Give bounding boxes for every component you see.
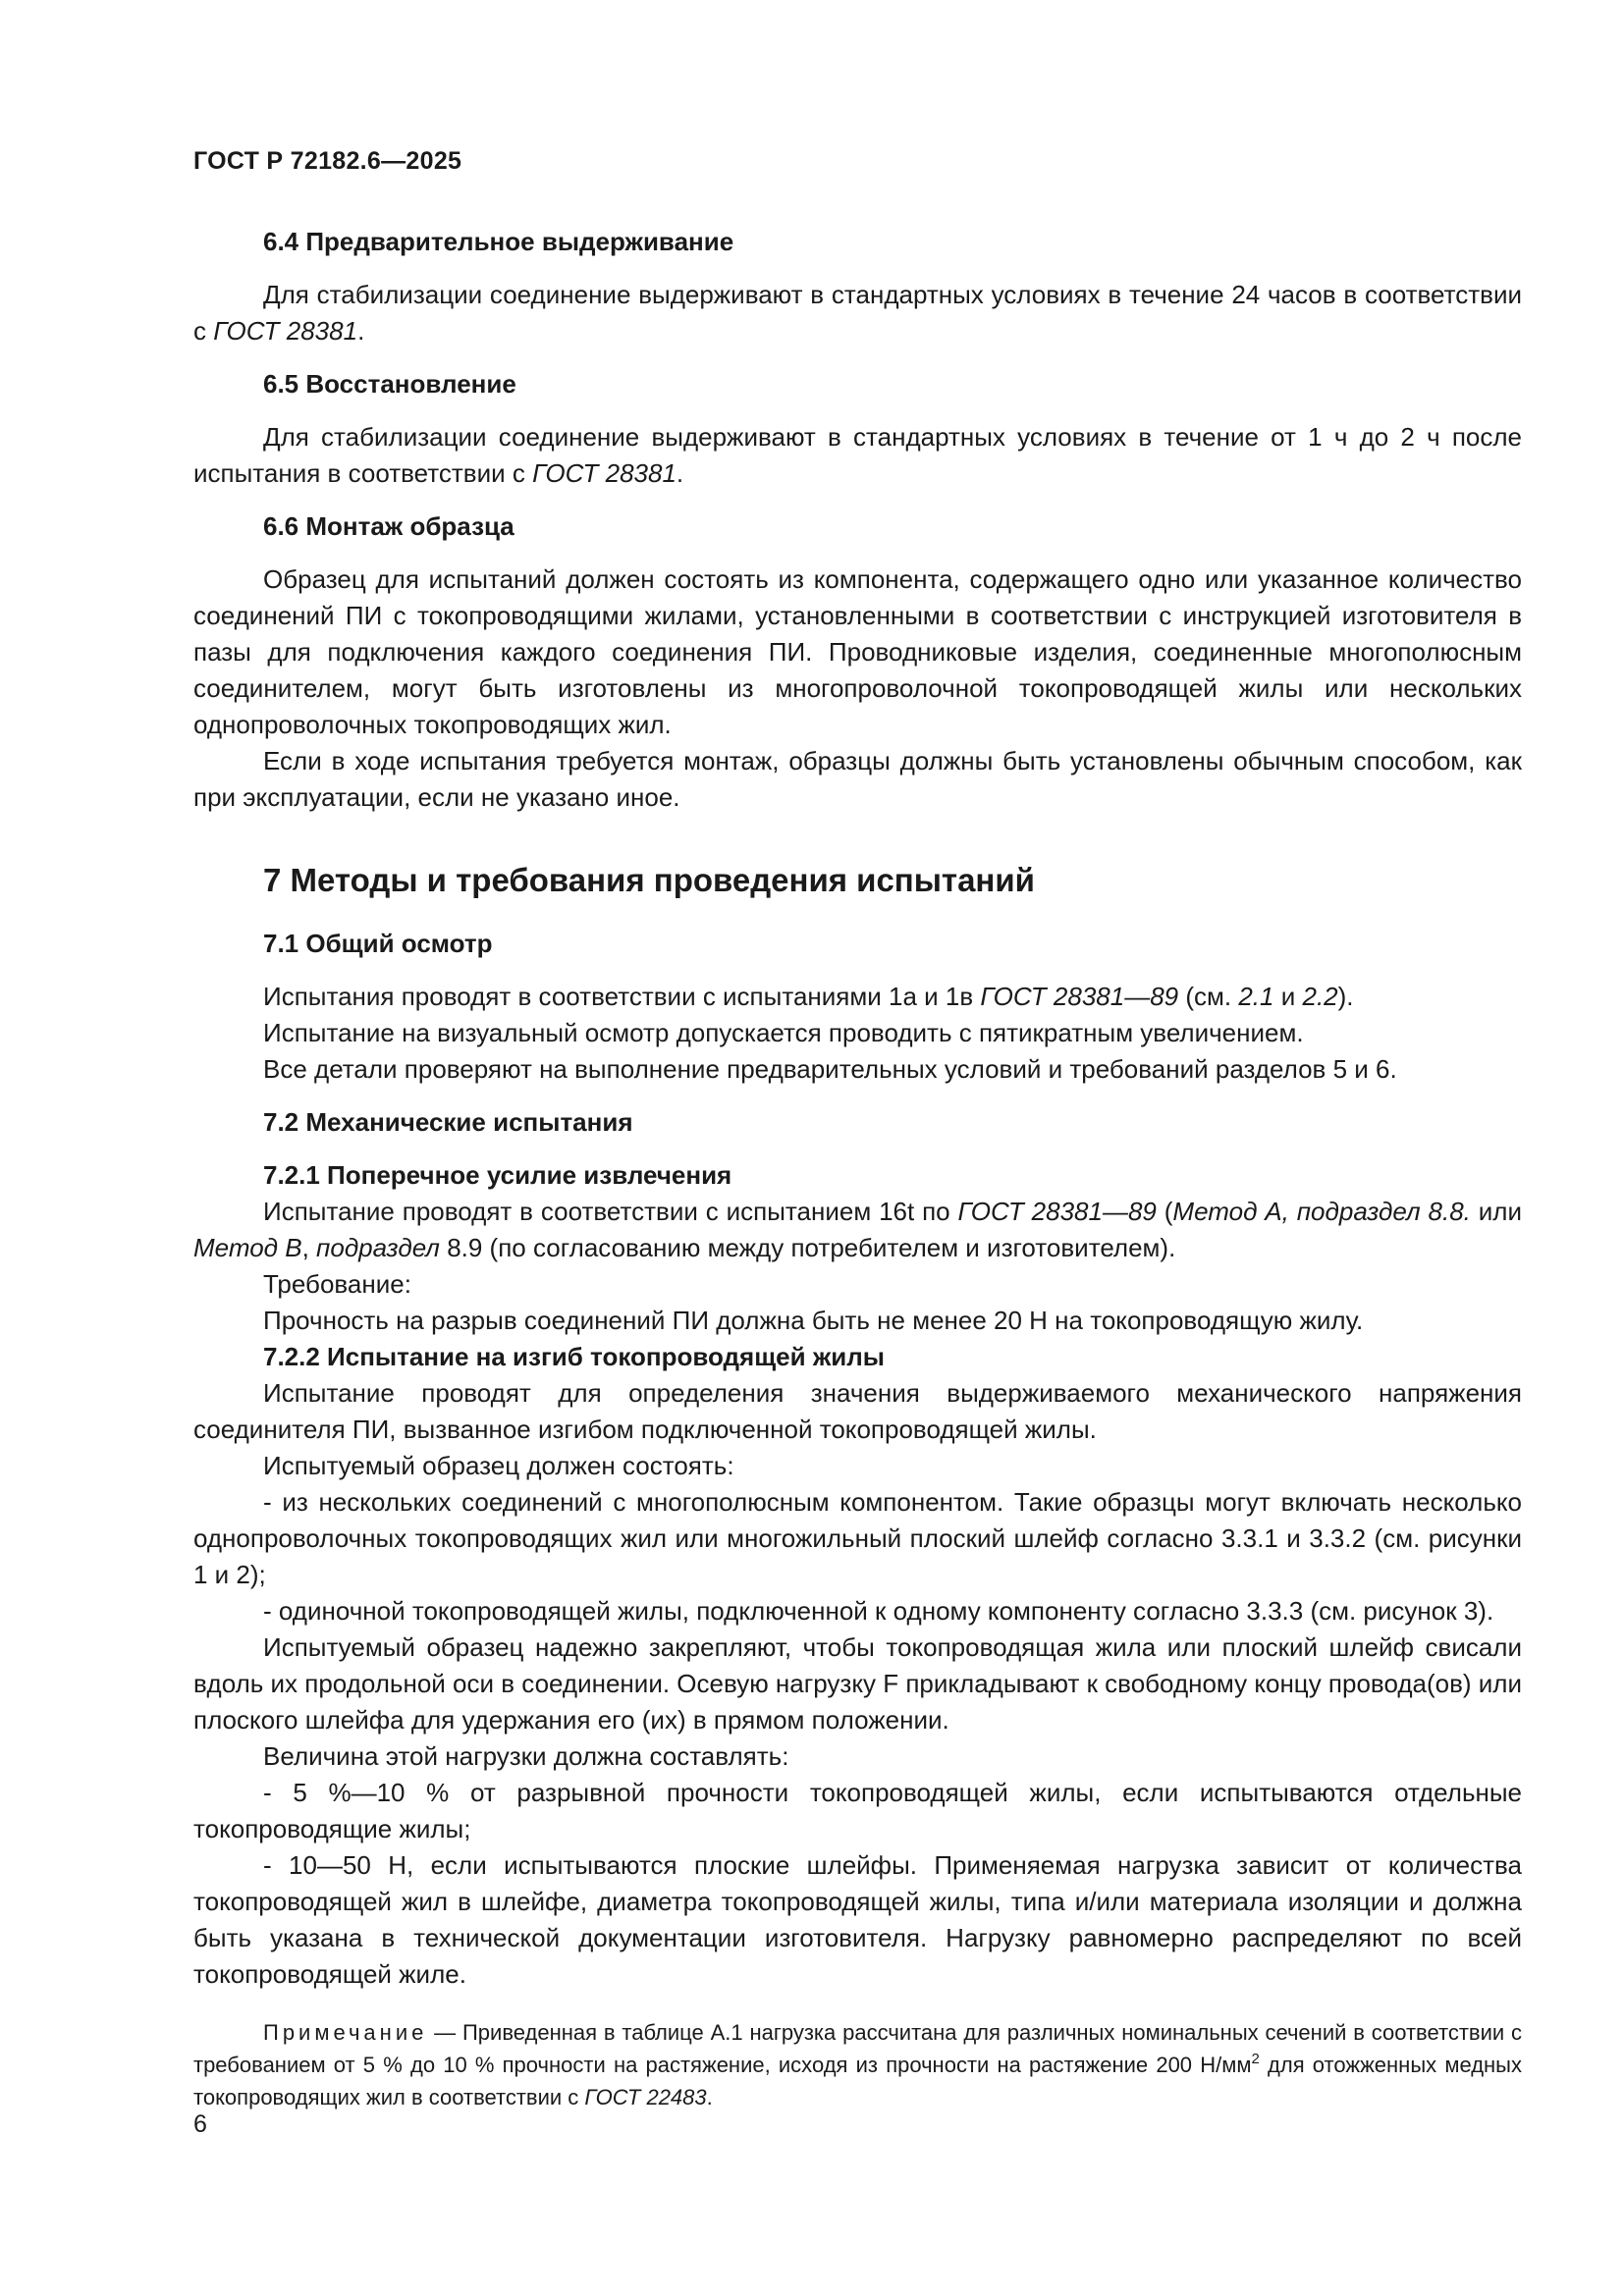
standard-reference: ГОСТ 28381 bbox=[532, 458, 677, 488]
standard-reference: ГОСТ 28381—89 bbox=[980, 982, 1179, 1011]
section-7-2-2-list-item-2: - одиночной токопроводящей жилы, подключенной к одному компоненту согласно 3.3.3 (см. рисунок 3). bbox=[263, 1596, 1494, 1626]
section-7-2-2-paragraph-2: Испытуемый образец должен состоять: bbox=[263, 1451, 734, 1480]
section-7-2-2-paragraph-3: Испытуемый образец надежно закрепляют, чтобы токопроводящая жила или плоский шлейф свисали вдоль их продольной оси в соединении. Осевую нагрузку F прикладывают к свободному концу провода(ов) или плоского шлейфа для удержания его (их) в прямом положении. bbox=[193, 1632, 1522, 1735]
section-6-6-paragraph-2: Если в ходе испытания требуется монтаж, образцы должны быть установлены обычным способом, как при эксплуатации, если не указано иное. bbox=[193, 746, 1522, 812]
section-6-4-paragraph: Для стабилизации соединение выдерживают в стандартных условиях в течение 24 часов в соответствии с ГОСТ 28381. bbox=[193, 280, 1522, 346]
section-7-2-2-list-item-3: - 5 %—10 % от разрывной прочности токопроводящей жилы, если испытываются отдельные токопроводящие жилы; bbox=[193, 1778, 1522, 1843]
section-7-1-line-3: Все детали проверяют на выполнение предварительных условий и требований разделов 5 и 6. bbox=[263, 1054, 1397, 1084]
section-7-heading: 7 Методы и требования проведения испытаний bbox=[263, 862, 1035, 898]
standard-reference: ГОСТ 28381 bbox=[213, 316, 358, 346]
document-body bbox=[193, 224, 1522, 2113]
section-7-2-2-paragraph-4: Величина этой нагрузки должна составлять: bbox=[263, 1741, 789, 1771]
note-label: Примечание bbox=[263, 2020, 428, 2045]
section-7-1-line-2: Испытание на визуальный осмотр допускается проводить с пятикратным увеличением. bbox=[263, 1018, 1304, 1047]
section-7-2-heading: 7.2 Механические испытания bbox=[263, 1107, 633, 1137]
section-7-2-2-paragraph-1: Испытание проводят для определения значения выдерживаемого механического напряжения соединителя ПИ, вызванное изгибом подключенной токопроводящей жилы. bbox=[193, 1378, 1522, 1444]
section-6-5-heading: 6.5 Восстановление bbox=[263, 369, 516, 399]
note-paragraph: Примечание — Приведенная в таблице А.1 нагрузка рассчитана для различных номинальных сечений в соответствии с требованием от 5 % до 10 % прочности на растяжение, исходя из прочности на растяжение 200 $Н/мм^2$ для отожженных медных токопроводящих жил в соответствии с ГОСТ 22483. bbox=[193, 2020, 1522, 2109]
section-6-6-heading: 6.6 Монтаж образца bbox=[263, 511, 514, 541]
section-6-5-paragraph: Для стабилизации соединение выдерживают в стандартных условиях в течение от 1 ч до 2 ч после испытания в соответствии с ГОСТ 28381. bbox=[193, 422, 1522, 488]
section-7-2-2-heading: 7.2.2 Испытание на изгиб токопроводящей жилы bbox=[263, 1342, 885, 1371]
section-7-2-2-list-item-4: - 10—50 Н, если испытываются плоские шлейфы. Применяемая нагрузка зависит от количества токопроводящей жил в шлейфе, диаметра токопроводящей жилы, типа и/или материала изоляции и должна быть указана в технической документации изготовителя. Нагрузку равномерно распределяют по всей токопроводящей жиле. bbox=[193, 1850, 1522, 1989]
section-6-4-heading: 6.4 Предварительное выдерживание bbox=[263, 227, 734, 256]
requirement-label: Требование: bbox=[263, 1269, 411, 1299]
section-7-2-2-list-item-1: - из нескольких соединений с многополюсным компонентом. Такие образцы могут включать несколько однопроволочных токопроводящих жил или многожильный плоский шлейф согласно 3.3.1 и 3.3.2 (см. рисунки 1 и 2); bbox=[193, 1487, 1522, 1589]
standard-reference: ГОСТ 28381—89 bbox=[957, 1197, 1157, 1226]
standard-reference: ГОСТ 22483 bbox=[584, 2085, 707, 2109]
section-7-2-1-heading: 7.2.1 Поперечное усилие извлечения bbox=[263, 1160, 732, 1190]
section-7-2-1-paragraph: Испытание проводят в соответствии с испытанием 16t по ГОСТ 28381—89 (Метод А, подраздел 8.8. или Метод В, подраздел 8.9 (по согласованию между потребителем и изготовителем). bbox=[193, 1197, 1522, 1262]
section-7-1-line-1: Испытания проводят в соответствии с испытаниями 1а и 1в ГОСТ 28381—89 (см. 2.1 и 2.2). bbox=[263, 982, 1354, 1011]
document-code-header: ГОСТ Р 72182.6—2025 bbox=[193, 147, 462, 175]
page-number: 6 bbox=[193, 2110, 207, 2138]
section-7-1-heading: 7.1 Общий осмотр bbox=[263, 929, 493, 958]
section-6-6-paragraph-1: Образец для испытаний должен состоять из компонента, содержащего одно или указанное количество соединений ПИ с токопроводящими жилами, установленными в соответствии с инструкцией изготовителя в пазы для подключения каждого соединения ПИ. Проводниковые изделия, соединенные многополюсным соединителем, могут быть изготовлены из многопроволочной токопроводящей жилы или нескольких однопроволочных токопроводящих жил. bbox=[193, 564, 1522, 739]
document-page bbox=[193, 0, 1522, 2296]
requirement-text: Прочность на разрыв соединений ПИ должна быть не менее 20 Н на токопроводящую жилу. bbox=[263, 1306, 1364, 1335]
